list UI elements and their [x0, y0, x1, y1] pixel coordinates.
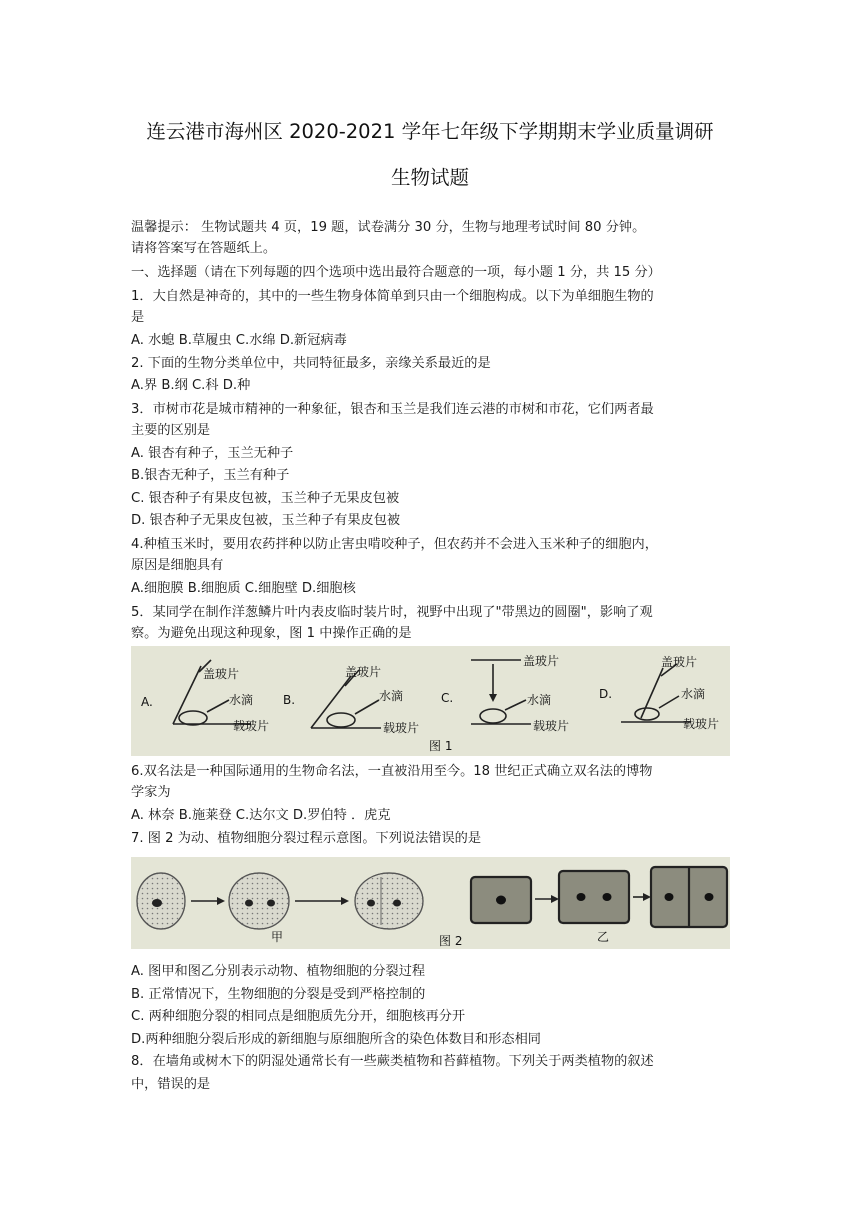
text-line: 1．大自然是神奇的，其中的一些生物身体简单到只由一个细胞构成。以下为单细胞生物的	[131, 289, 654, 304]
text-line: 是	[131, 310, 145, 325]
text-line: 7. 图 2 为动、植物细胞分裂过程示意图。下列说法错误的是	[131, 831, 482, 846]
text-line: 6.双名法是一种国际通用的生物命名法，一直被沿用至今。18 世纪正式确立双名法的博物	[131, 764, 653, 779]
text-line: A.界 B.纲 C.科 D.种	[131, 378, 251, 393]
water-drop-label: 水滴	[379, 689, 404, 703]
text-line: 主要的区别是	[131, 423, 211, 438]
option-c-label: C.	[441, 691, 454, 705]
slide-label: 载玻片	[383, 721, 420, 735]
text-line: 察。为避免出现这种现象，图 1 中操作正确的是	[131, 626, 412, 641]
option-a-label: A.	[141, 695, 153, 709]
text-line: C. 银杏种子有果皮包被，玉兰种子无果皮包被	[131, 491, 400, 506]
text-line: A. 银杏有种子，玉兰无种子	[131, 446, 294, 461]
figure-2-label-plant: 乙	[597, 930, 610, 944]
figure-2-caption: 图 2	[439, 934, 463, 948]
text-line: 学家为	[131, 785, 171, 800]
figure-2-drawing	[131, 857, 730, 949]
text-line: 2. 下面的生物分类单位中，共同特征最多，亲缘关系最近的是	[131, 356, 491, 371]
water-drop-label: 水滴	[527, 693, 552, 707]
figure-1	[131, 646, 730, 756]
text-line: 5．某同学在制作洋葱鳞片叶内表皮临时装片时，视野中出现了"带黑边的圆圈"，影响了观	[131, 605, 653, 620]
text-line: 中，错误的是	[131, 1077, 211, 1092]
text-line: 8．在墙角或树木下的阴湿处通常长有一些蕨类植物和苔藓植物。下列关于两类植物的叙述	[131, 1054, 654, 1069]
slide-label: 载玻片	[233, 719, 270, 733]
cover-slip-label: 盖玻片	[345, 665, 382, 679]
figure-1-caption: 图 1	[429, 739, 453, 753]
text-line: 4.种植玉米时，要用农药拌种以防止害虫啃咬种子，但农药并不会进入玉米种子的细胞内，	[131, 537, 658, 552]
text-line: 原因是细胞具有	[131, 558, 224, 573]
text-line: D.两种细胞分裂后形成的新细胞与原细胞所含的染色体数目和形态相同	[131, 1032, 541, 1047]
cover-slip-label: 盖玻片	[203, 667, 240, 681]
text-line: A. 图甲和图乙分别表示动物、植物细胞的分裂过程	[131, 964, 426, 979]
text-line: 一、选择题（请在下列每题的四个选项中选出最符合题意的一项，每小题 1 分，共 15 分）	[131, 265, 661, 280]
figure-2-label-animal: 甲	[271, 930, 284, 944]
option-d-label: D.	[599, 687, 613, 701]
cover-slip-label: 盖玻片	[661, 655, 698, 669]
text-line: C. 两种细胞分裂的相同点是细胞质先分开，细胞核再分开	[131, 1009, 466, 1024]
text-line: A. 水螅 B.草履虫 C.水绵 D.新冠病毒	[131, 333, 347, 348]
text-line: B.银杏无种子，玉兰有种子	[131, 468, 290, 483]
exam-subtitle: 生物试题	[390, 166, 469, 189]
figure-1-drawing	[131, 646, 730, 756]
text-line: A. 林奈 B.施莱登 C.达尔文 D.罗伯特 ．虎克	[131, 808, 391, 823]
figure-2	[131, 857, 730, 949]
text-line: D. 银杏种子无果皮包被，玉兰种子有果皮包被	[131, 513, 401, 528]
text-line: B. 正常情况下，生物细胞的分裂是受到严格控制的	[131, 987, 426, 1002]
text-line: 温馨提示： 生物试题共 4 页，19 题，试卷满分 30 分，生物与地理考试时间 80 分钟。	[131, 220, 646, 235]
text-line: 3．市树市花是城市精神的一种象征，银杏和玉兰是我们连云港的市树和市花，它们两者最	[131, 402, 654, 417]
cover-slip-label: 盖玻片	[523, 654, 560, 668]
exam-title: 连云港市海州区 2020-2021 学年七年级下学期期末学业质量调研	[146, 120, 714, 143]
option-b-label: B.	[283, 693, 296, 707]
text-line: 请将答案写在答题纸上。	[131, 241, 277, 256]
text-line: A.细胞膜 B.细胞质 C.细胞壁 D.细胞核	[131, 581, 356, 596]
water-drop-label: 水滴	[681, 687, 706, 701]
slide-label: 载玻片	[533, 719, 570, 733]
slide-label: 载玻片	[683, 717, 720, 731]
water-drop-label: 水滴	[229, 693, 254, 707]
